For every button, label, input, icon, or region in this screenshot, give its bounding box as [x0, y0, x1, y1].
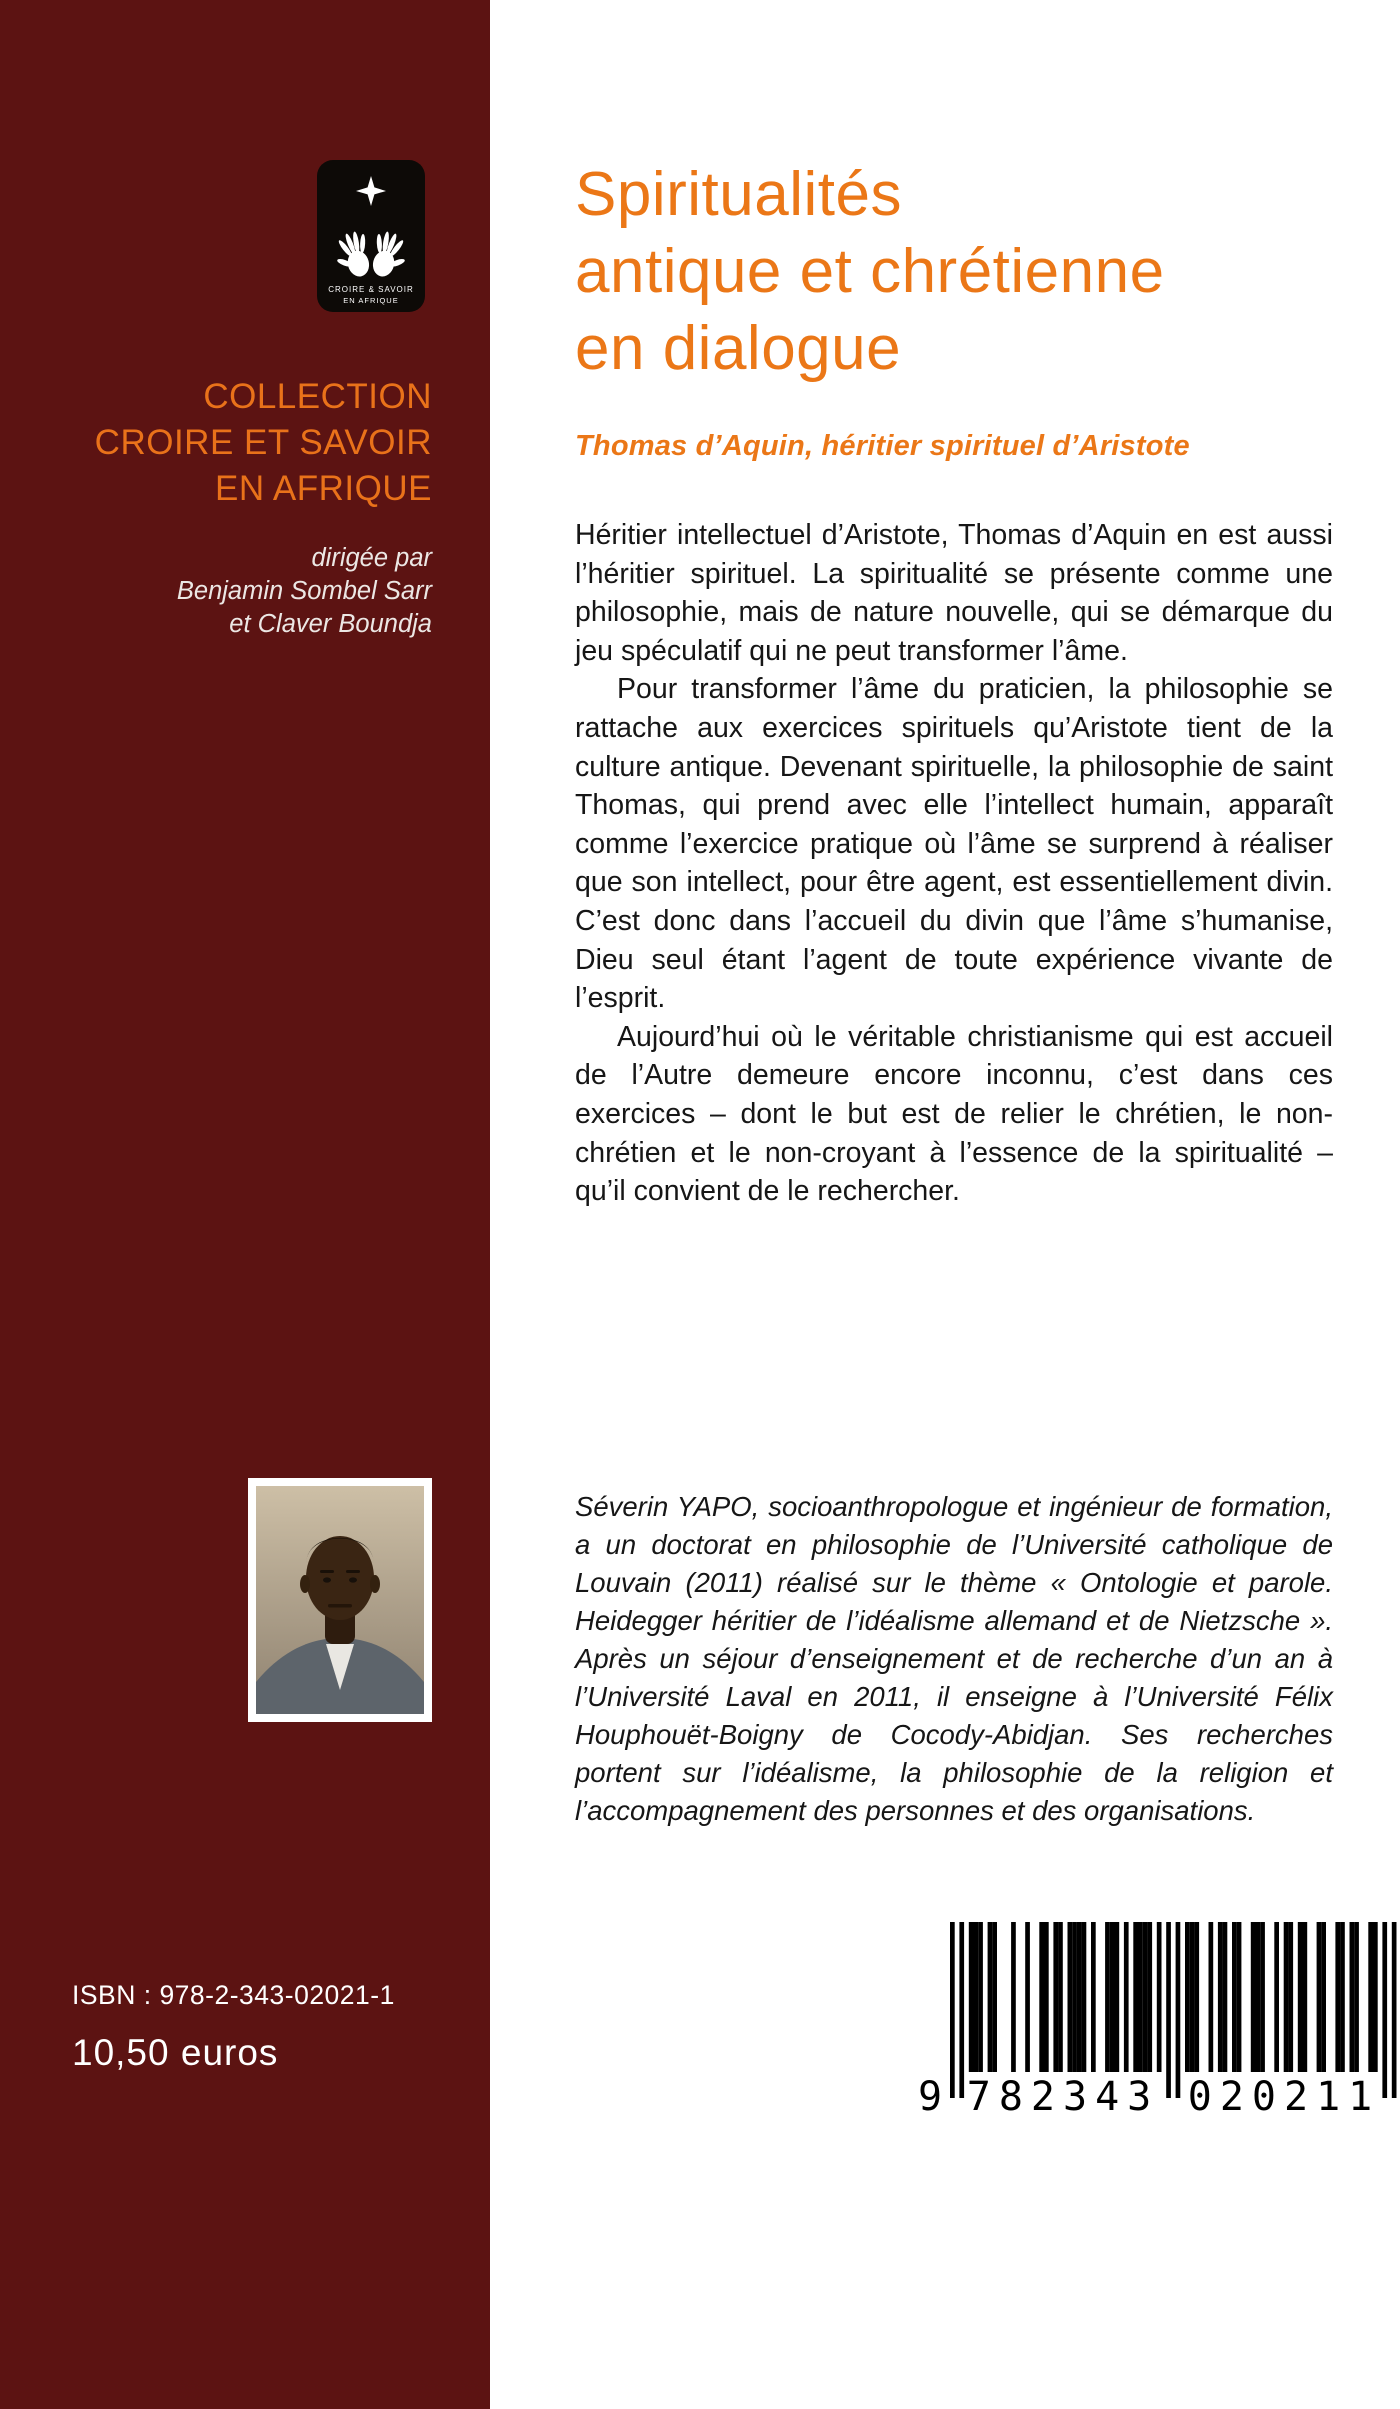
price-text: 10,50 euros — [72, 2032, 279, 2073]
synopsis-paragraph: Pour transformer l’âme du praticien, la philosophie se rattache aux exercices spirituels qu’Aristote tient de la culture antique. Devenant spirituelle, la philosophie de saint Thomas, qui prend avec elle l’intellect humain, apparaît comme l’exercice pratique où l’âme se surprend à réaliser que son intellect, pour être agent, est essentiellement divin. C’est donc dans l’accueil du divin que l’âme s’humanise, Dieu seul étant l’agent de toute expérience vivante de l’esprit. — [575, 673, 1333, 1015]
book-title — [575, 156, 1165, 387]
synopsis — [575, 516, 1333, 1211]
collection-line: EN AFRIQUE — [215, 469, 432, 508]
isbn-text: ISBN : 978-2-343-02021-1 — [72, 1980, 395, 2010]
collection-directors — [177, 542, 432, 641]
book-subtitle: Thomas d’Aquin, héritier spirituel d’Aristote — [575, 430, 1190, 462]
collection-logo — [312, 158, 430, 316]
logo-caption-line-2: EN AFRIQUE — [343, 296, 399, 305]
barcode-digit-group: 782343 — [966, 2074, 1160, 2120]
left-maroon-band — [0, 0, 490, 2409]
author-photo — [248, 1478, 432, 1722]
author-portrait-image — [256, 1486, 424, 1714]
collection-title — [95, 374, 432, 512]
directed-by-line: dirigée par — [311, 544, 432, 572]
logo-caption-line-1: CROIRE & SAVOIR — [328, 285, 414, 294]
book-title-line: antique et chrétienne — [575, 237, 1165, 306]
barcode-digit-group: 9 — [918, 2074, 951, 2120]
directed-by-line: Benjamin Sombel Sarr — [176, 577, 432, 605]
directed-by-line: et Claver Boundja — [229, 610, 432, 638]
collection-line: CROIRE ET SAVOIR — [94, 423, 432, 462]
book-title-line: Spiritualités — [575, 160, 902, 229]
barcode — [916, 1916, 1400, 2128]
synopsis-paragraph: Héritier intellectuel d’Aristote, Thomas d’Aquin en est aussi l’héritier spirituel. La spiritualité se présente comme une philosophie, mais de nature nouvelle, qui se démarque du jeu spéculatif qui ne peut transformer l’âme. — [575, 519, 1333, 667]
collection-line: COLLECTION — [203, 377, 432, 416]
book-title-line: en dialogue — [575, 314, 902, 383]
hands-star-logo-icon — [312, 158, 430, 316]
author-bio: Séverin YAPO, socioanthropologue et ingénieur de formation, a un doctorat en philosophie de l’Université catholique de Louvain (2011) réalisé sur le thème « Ontologie et parole. Heidegger héritier de l’idéalisme allemand et de Nietzsche ». Après un séjour d’enseignement et de recherche d’un an à l’Université Laval en 2011, il enseigne à l’Université Félix Houphouët-Boigny de Cocody-Abidjan. Ses recherches portent sur l’idéalisme, la philosophie de la religion et l’accompagnement des personnes et des organisations. — [575, 1491, 1333, 1826]
barcode-digit-group: 020211 — [1187, 2074, 1381, 2120]
synopsis-paragraph: Aujourd’hui où le véritable christianisme qui est accueil de l’Autre demeure encore inconnu, c’est dans ces exercices – dont le but est de relier le chrétien, le non-chrétien et le non-croyant à l’essence de la spiritualité – qu’il convient de le rechercher. — [575, 1020, 1333, 1208]
